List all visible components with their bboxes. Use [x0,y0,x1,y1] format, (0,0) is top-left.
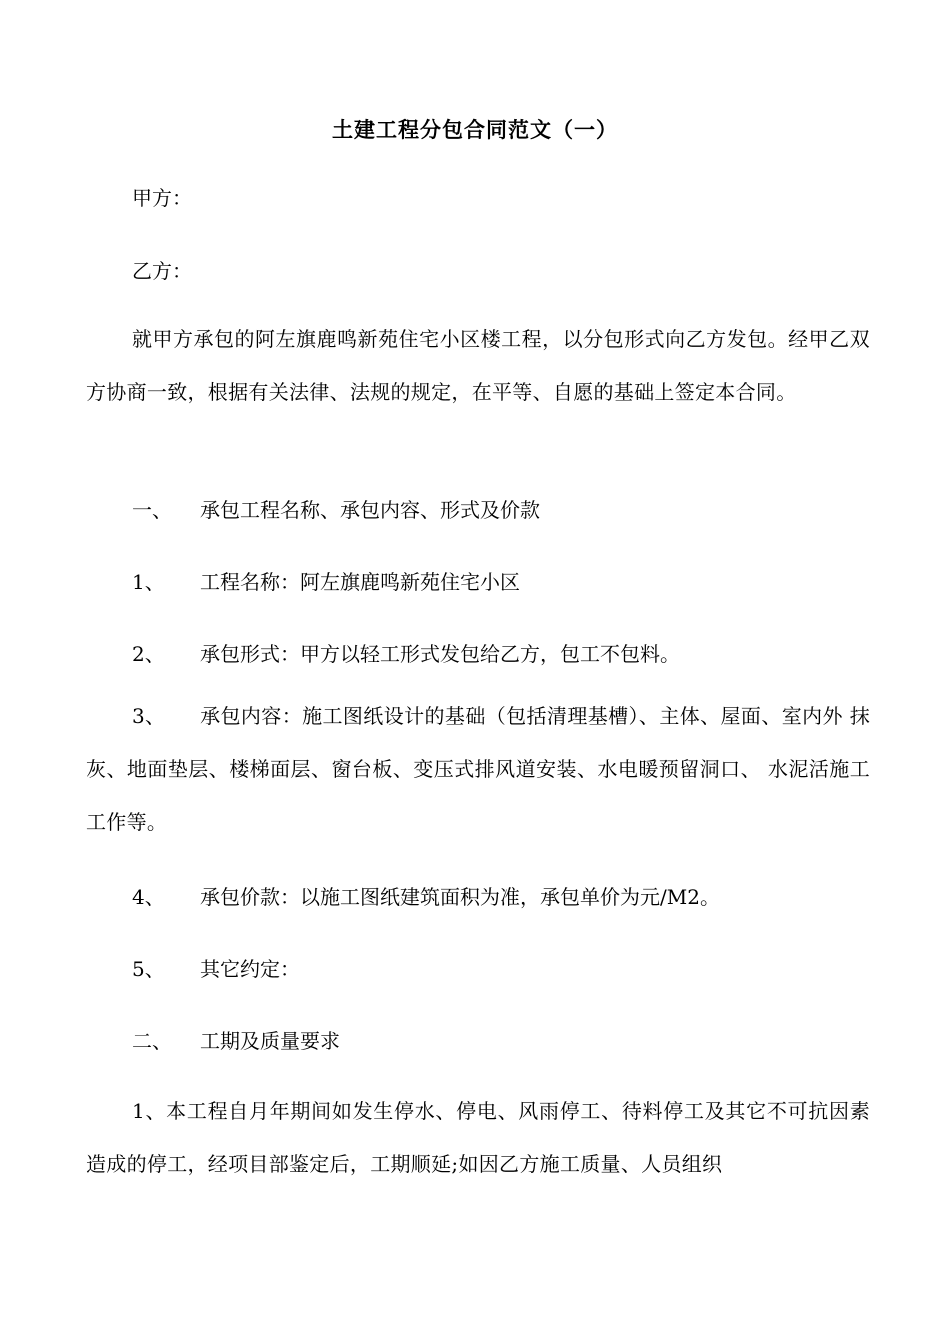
section-1-title: 承包工程名称、承包内容、形式及价款 [200,498,540,522]
section-2-item-1: 1、本工程自月年期间如发生停水、停电、风雨停工、待料停工及其它不可抗因素造成的停工，经项目部鉴定后，工期顺延;如因乙方施工质量、人员组织 [86,1099,870,1176]
item-number: 3、 [132,704,166,728]
section-1-number: 一、 [132,498,172,522]
item-text: 承包形式：甲方以轻工形式发包给乙方，包工不包料。 [200,642,680,666]
section-1-item-2 [132,636,680,672]
party-a-label: 甲方： [132,186,192,210]
item-number: 1、 [132,570,165,594]
section-2-heading [132,1023,340,1059]
item-text: 其它约定： [200,957,300,981]
item-text: 承包内容：施工图纸设计的基础（包括清理基槽）、主体、屋面、室内外 抹灰、地面垫层、楼梯面层、窗台板、变压式排风道安装、水电暖预留洞口、 水泥活施工工作等。 [86,704,870,834]
item-text: 工程名称：阿左旗鹿鸣新苑住宅小区 [200,570,520,594]
item-number: 2、 [132,642,165,666]
section-1-item-3 [86,690,870,849]
section-1-item-5 [132,951,300,987]
section-1-item-4 [132,879,720,915]
item-number: 5、 [132,957,165,981]
item-text: 承包价款：以施工图纸建筑面积为准，承包单价为元/M2。 [200,885,720,909]
section-1-item-1 [132,564,520,600]
party-b-label: 乙方： [132,259,192,283]
section-2-number: 二、 [132,1029,172,1053]
intro-paragraph: 就甲方承包的阿左旗鹿鸣新苑住宅小区楼工程，以分包形式向乙方发包。经甲乙双方协商一致，根据有关法律、法规的规定，在平等、自愿的基础上签定本合同。 [86,327,870,404]
section-1-heading [132,492,540,528]
document-title: 土建工程分包合同范文（一） [332,117,618,142]
item-number: 4、 [132,885,165,909]
section-2-title: 工期及质量要求 [200,1029,340,1053]
